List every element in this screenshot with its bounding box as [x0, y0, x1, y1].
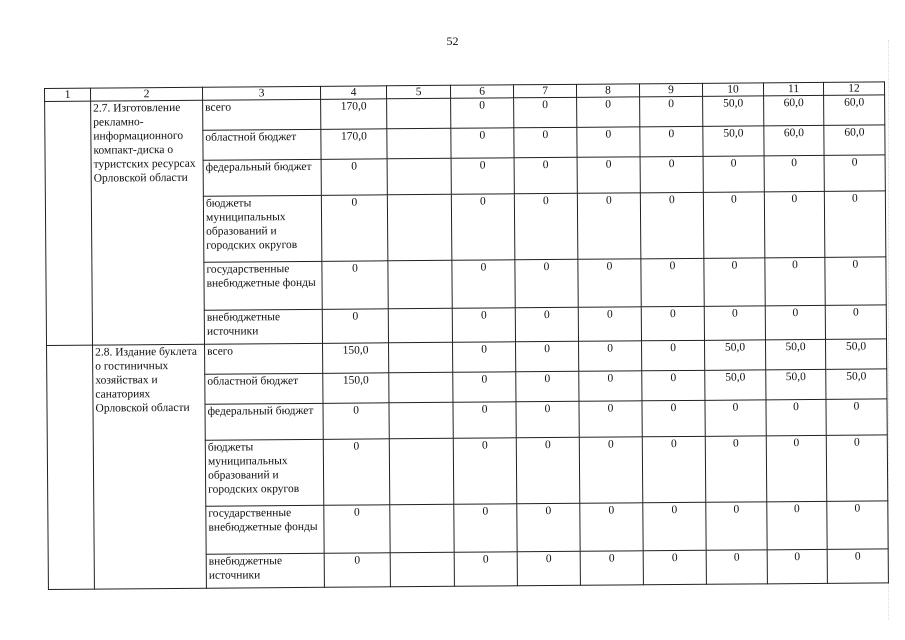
funding-source-cell: внебюджетные источники [206, 553, 324, 588]
funding-source-cell: государственные внебюджетные фонды [204, 261, 322, 310]
value-cell: 0 [451, 158, 514, 194]
value-cell [390, 552, 454, 587]
value-cell: 0 [514, 157, 577, 193]
value-cell [389, 342, 453, 373]
value-cell: 0 [642, 370, 705, 400]
value-cell: 0 [580, 503, 643, 551]
value-cell: 0 [451, 128, 514, 158]
value-cell: 0 [764, 191, 825, 257]
activity-cell: 2.8. Издание буклета о гостиничных хозяйствах и санаториях Орловской области [93, 344, 207, 589]
value-cell: 60,0 [764, 125, 824, 155]
value-cell: 50,0 [705, 340, 766, 370]
value-cell: 0 [322, 261, 388, 310]
value-cell: 0 [453, 438, 517, 504]
value-cell: 0 [323, 403, 389, 440]
row-number-cell [45, 101, 93, 345]
column-header: 11 [763, 82, 823, 95]
value-cell: 0 [454, 552, 517, 586]
table-body [45, 95, 889, 590]
value-cell: 0 [516, 437, 580, 503]
value-cell: 0 [579, 437, 643, 503]
funding-source-cell: всего [205, 343, 323, 374]
row-number-cell [47, 345, 95, 589]
value-cell: 0 [640, 126, 703, 156]
column-header: 8 [576, 84, 639, 97]
value-cell: 0 [321, 159, 387, 196]
funding-source-cell: бюджеты муниципальных образований и городских округов [203, 195, 322, 262]
value-cell: 0 [767, 501, 827, 549]
value-cell [387, 158, 451, 195]
value-cell [389, 438, 454, 505]
value-cell: 0 [579, 401, 642, 437]
value-cell [387, 194, 452, 261]
value-cell: 0 [704, 306, 765, 340]
column-header: 4 [320, 86, 386, 100]
value-cell: 0 [453, 372, 516, 402]
value-cell [388, 260, 452, 309]
value-cell: 0 [452, 308, 515, 342]
value-cell: 0 [705, 436, 767, 502]
value-cell: 0 [515, 307, 578, 341]
value-cell: 0 [452, 260, 515, 308]
value-cell: 0 [766, 399, 826, 435]
value-cell: 50,0 [825, 339, 886, 369]
value-cell: 0 [577, 157, 640, 193]
value-cell [388, 308, 452, 343]
value-cell: 50,0 [705, 370, 766, 400]
value-cell: 0 [825, 257, 886, 305]
value-cell: 0 [705, 400, 766, 436]
value-cell: 0 [517, 503, 580, 551]
value-cell: 0 [453, 402, 516, 438]
value-cell: 150,0 [323, 373, 389, 404]
value-cell: 0 [516, 341, 579, 371]
funding-source-cell: федеральный бюджет [203, 159, 321, 196]
value-cell: 0 [764, 155, 824, 191]
value-cell: 50,0 [766, 339, 826, 369]
value-cell: 0 [451, 194, 515, 260]
value-cell: 50,0 [766, 369, 826, 399]
value-cell: 0 [765, 257, 825, 305]
value-cell: 0 [767, 549, 827, 583]
value-cell: 0 [703, 156, 764, 192]
value-cell: 0 [643, 550, 706, 584]
funding-source-cell: государственные внебюджетные фонды [206, 505, 324, 554]
value-cell: 0 [640, 96, 703, 126]
value-cell: 60,0 [764, 95, 824, 125]
value-cell: 0 [577, 193, 641, 259]
value-cell: 50,0 [703, 126, 764, 156]
value-cell: 0 [704, 258, 765, 306]
value-cell: 170,0 [321, 129, 387, 160]
value-cell: 0 [577, 127, 640, 157]
value-cell: 0 [827, 501, 888, 549]
column-header: 1 [45, 88, 91, 101]
value-cell: 0 [324, 553, 390, 588]
activity-cell: 2.7. Изготовление рекламно-информационного компакт-диска о туристских ресурсах Орловской области [91, 100, 205, 345]
column-header: 7 [513, 84, 576, 97]
value-cell [389, 402, 453, 439]
value-cell: 0 [517, 551, 580, 585]
value-cell: 0 [824, 155, 885, 191]
value-cell: 0 [642, 436, 706, 502]
value-cell: 0 [322, 309, 388, 344]
value-cell: 50,0 [703, 96, 764, 126]
value-cell: 60,0 [824, 95, 885, 125]
value-cell: 0 [579, 371, 642, 401]
value-cell: 0 [516, 371, 579, 401]
value-cell: 0 [824, 191, 886, 257]
column-header: 2 [91, 87, 203, 101]
value-cell: 0 [324, 505, 390, 554]
value-cell: 0 [641, 258, 704, 306]
value-cell: 50,0 [826, 369, 887, 399]
budget-table [44, 81, 889, 590]
value-cell: 60,0 [824, 125, 885, 155]
value-cell: 0 [453, 342, 516, 372]
value-cell: 0 [643, 502, 706, 550]
value-cell: 0 [515, 259, 578, 307]
column-header: 12 [823, 82, 884, 95]
value-cell: 170,0 [321, 99, 387, 130]
value-cell: 0 [454, 504, 517, 552]
value-cell: 0 [642, 340, 705, 370]
value-cell: 0 [766, 435, 827, 501]
column-header: 6 [450, 85, 513, 98]
value-cell [390, 504, 454, 553]
funding-source-cell: федеральный бюджет [205, 403, 323, 440]
value-cell: 150,0 [323, 343, 389, 374]
page-number: 52 [446, 34, 459, 48]
column-header: 9 [639, 83, 702, 96]
funding-source-cell: всего [203, 99, 321, 130]
value-cell: 0 [451, 98, 514, 128]
value-cell: 0 [703, 192, 765, 258]
value-cell: 0 [577, 97, 640, 127]
value-cell: 0 [706, 502, 767, 550]
funding-source-cell: областной бюджет [205, 373, 323, 404]
value-cell [389, 372, 453, 403]
value-cell: 0 [580, 551, 643, 585]
value-cell: 0 [578, 259, 641, 307]
value-cell: 0 [516, 401, 579, 437]
value-cell: 0 [640, 156, 703, 192]
value-cell: 0 [514, 193, 578, 259]
column-header: 3 [202, 86, 320, 100]
funding-source-cell: внебюджетные источники [204, 309, 322, 344]
value-cell: 0 [825, 305, 886, 339]
value-cell: 0 [826, 399, 887, 435]
value-cell: 0 [321, 195, 388, 262]
value-cell: 0 [579, 341, 642, 371]
value-cell: 0 [765, 305, 825, 339]
funding-source-cell: бюджеты муниципальных образований и городских округов [205, 439, 324, 506]
value-cell: 0 [578, 307, 641, 341]
value-cell: 0 [706, 550, 767, 584]
value-cell: 0 [642, 400, 705, 436]
value-cell: 0 [827, 549, 888, 583]
value-cell: 0 [826, 435, 888, 501]
value-cell: 0 [641, 306, 704, 340]
column-header: 5 [386, 85, 450, 99]
column-header: 10 [702, 83, 763, 96]
scan-edge-artifact [888, 40, 899, 620]
value-cell: 0 [514, 97, 577, 127]
funding-source-cell: областной бюджет [203, 129, 321, 160]
value-cell: 0 [640, 192, 704, 258]
value-cell: 0 [323, 439, 390, 506]
value-cell [387, 128, 451, 159]
value-cell [387, 98, 451, 129]
value-cell: 0 [514, 127, 577, 157]
